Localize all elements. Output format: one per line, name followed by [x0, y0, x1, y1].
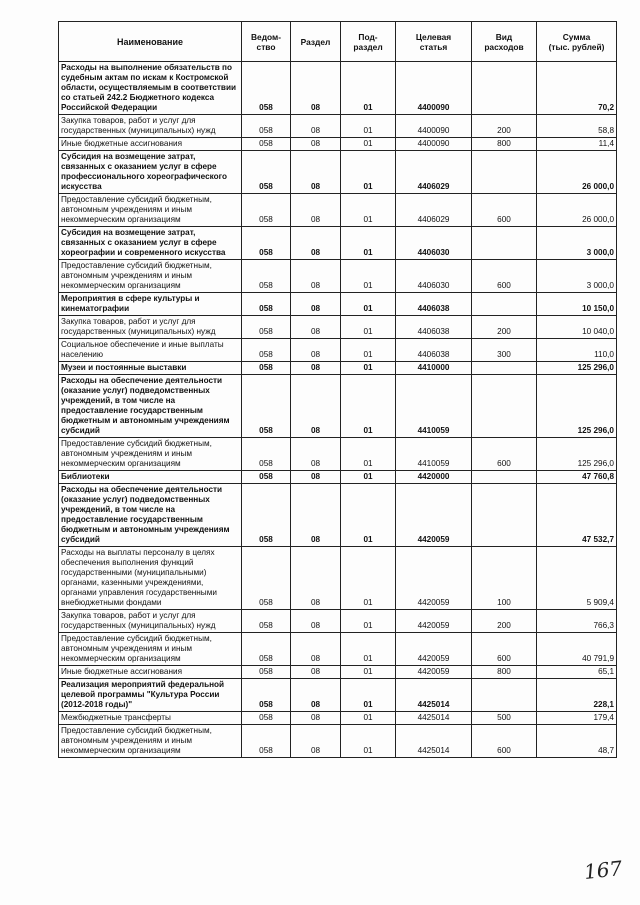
cell-name: Закупка товаров, работ и услуг для государственных (муниципальных) нужд — [59, 316, 242, 339]
table-row — [59, 484, 617, 547]
cell-ved: 058 — [242, 260, 291, 293]
cell-podrazdel: 01 — [341, 679, 396, 712]
cell-vid: 800 — [472, 666, 537, 679]
cell-target: 4410059 — [396, 438, 472, 471]
cell-razdel: 08 — [291, 610, 341, 633]
table-row — [59, 375, 617, 438]
cell-vid: 300 — [472, 339, 537, 362]
cell-sum: 70,2 — [537, 62, 617, 115]
cell-sum: 5 909,4 — [537, 547, 617, 610]
cell-name: Иные бюджетные ассигнования — [59, 666, 242, 679]
cell-vid: 100 — [472, 547, 537, 610]
header-vid — [472, 22, 537, 62]
cell-ved: 058 — [242, 471, 291, 484]
cell-name: Библиотеки — [59, 471, 242, 484]
cell-vid: 200 — [472, 115, 537, 138]
cell-target: 4425014 — [396, 712, 472, 725]
cell-target: 4406030 — [396, 227, 472, 260]
cell-podrazdel: 01 — [341, 194, 396, 227]
cell-sum: 125 296,0 — [537, 438, 617, 471]
header-ved-label: Ведом- ство — [250, 31, 281, 52]
cell-sum: 179,4 — [537, 712, 617, 725]
cell-vid: 600 — [472, 438, 537, 471]
cell-razdel: 08 — [291, 339, 341, 362]
table-row — [59, 725, 617, 758]
cell-vid — [472, 151, 537, 194]
cell-razdel: 08 — [291, 62, 341, 115]
cell-razdel: 08 — [291, 316, 341, 339]
cell-name: Предоставление субсидий бюджетным, автономным учреждениям и иным некоммерческим организациям — [59, 260, 242, 293]
cell-ved: 058 — [242, 115, 291, 138]
cell-sum: 3 000,0 — [537, 227, 617, 260]
cell-podrazdel: 01 — [341, 151, 396, 194]
cell-ved: 058 — [242, 227, 291, 260]
cell-target: 4400090 — [396, 138, 472, 151]
cell-target: 4406029 — [396, 151, 472, 194]
cell-target: 4406038 — [396, 293, 472, 316]
cell-ved: 058 — [242, 62, 291, 115]
cell-ved: 058 — [242, 610, 291, 633]
page-number-handwritten: 167 — [582, 856, 624, 884]
cell-ved: 058 — [242, 375, 291, 438]
cell-vid: 600 — [472, 725, 537, 758]
cell-ved: 058 — [242, 362, 291, 375]
cell-ved: 058 — [242, 712, 291, 725]
cell-name: Межбюджетные трансферты — [59, 712, 242, 725]
cell-ved: 058 — [242, 438, 291, 471]
cell-name: Закупка товаров, работ и услуг для государственных (муниципальных) нужд — [59, 115, 242, 138]
cell-target: 4420059 — [396, 547, 472, 610]
cell-vid: 800 — [472, 138, 537, 151]
cell-podrazdel: 01 — [341, 138, 396, 151]
cell-target: 4425014 — [396, 679, 472, 712]
table-row — [59, 610, 617, 633]
cell-podrazdel: 01 — [341, 666, 396, 679]
table-row — [59, 679, 617, 712]
cell-sum: 11,4 — [537, 138, 617, 151]
header-sum-label: Сумма (тыс. рублей) — [548, 31, 605, 52]
cell-name: Расходы на выполнение обязательств по судебным актам по искам к Костромской области, осуществляемым в соответствии со статьей 242.2 Бюджетного кодекса Российской Федерации — [59, 62, 242, 115]
cell-ved: 058 — [242, 316, 291, 339]
header-ved — [242, 22, 291, 62]
cell-name: Расходы на выплаты персоналу в целях обеспечения выполнения функций государственными (муниципальными) органами, казенными учреждениями, органами управления государственными внебюджетными фондами — [59, 547, 242, 610]
table-body — [59, 62, 617, 758]
cell-razdel: 08 — [291, 679, 341, 712]
header-razdel: Раздел — [291, 22, 341, 62]
cell-sum: 228,1 — [537, 679, 617, 712]
cell-razdel: 08 — [291, 471, 341, 484]
cell-target: 4420000 — [396, 471, 472, 484]
cell-name: Предоставление субсидий бюджетным, автономным учреждениям и иным некоммерческим организациям — [59, 633, 242, 666]
cell-vid — [472, 471, 537, 484]
cell-podrazdel: 01 — [341, 725, 396, 758]
cell-podrazdel: 01 — [341, 484, 396, 547]
table-row — [59, 438, 617, 471]
cell-podrazdel: 01 — [341, 339, 396, 362]
cell-razdel: 08 — [291, 438, 341, 471]
cell-sum: 40 791,9 — [537, 633, 617, 666]
cell-name: Субсидия на возмещение затрат, связанных с оказанием услуг в сфере хореографии и современного искусства — [59, 227, 242, 260]
cell-sum: 58,8 — [537, 115, 617, 138]
cell-vid: 200 — [472, 316, 537, 339]
cell-podrazdel: 01 — [341, 547, 396, 610]
cell-razdel: 08 — [291, 194, 341, 227]
cell-target: 4410059 — [396, 375, 472, 438]
table-row — [59, 260, 617, 293]
cell-target: 4420059 — [396, 610, 472, 633]
cell-podrazdel: 01 — [341, 375, 396, 438]
cell-sum: 26 000,0 — [537, 194, 617, 227]
cell-ved: 058 — [242, 547, 291, 610]
cell-podrazdel: 01 — [341, 438, 396, 471]
cell-name: Реализация мероприятий федеральной целевой программы "Культура России (2012-2018 годы)" — [59, 679, 242, 712]
cell-sum: 10 150,0 — [537, 293, 617, 316]
cell-vid: 600 — [472, 260, 537, 293]
header-podrazdel — [341, 22, 396, 62]
cell-sum: 125 296,0 — [537, 362, 617, 375]
cell-razdel: 08 — [291, 484, 341, 547]
cell-sum: 766,3 — [537, 610, 617, 633]
cell-sum: 48,7 — [537, 725, 617, 758]
cell-podrazdel: 01 — [341, 471, 396, 484]
cell-razdel: 08 — [291, 547, 341, 610]
cell-sum: 110,0 — [537, 339, 617, 362]
cell-podrazdel: 01 — [341, 316, 396, 339]
cell-vid: 500 — [472, 712, 537, 725]
cell-podrazdel: 01 — [341, 610, 396, 633]
header-name: Наименование — [59, 22, 242, 62]
table-row — [59, 712, 617, 725]
cell-podrazdel: 01 — [341, 633, 396, 666]
table-header-row — [59, 22, 617, 62]
cell-razdel: 08 — [291, 293, 341, 316]
cell-podrazdel: 01 — [341, 115, 396, 138]
cell-name: Музеи и постоянные выставки — [59, 362, 242, 375]
cell-name: Расходы на обеспечение деятельности (оказание услуг) подведомственных учреждений, в том числе на предоставление государственным бюджетным и автономным учреждениям субсидий — [59, 484, 242, 547]
cell-vid: 200 — [472, 610, 537, 633]
cell-name: Предоставление субсидий бюджетным, автономным учреждениям и иным некоммерческим организациям — [59, 725, 242, 758]
cell-ved: 058 — [242, 138, 291, 151]
cell-razdel: 08 — [291, 260, 341, 293]
cell-ved: 058 — [242, 633, 291, 666]
cell-sum: 47 760,8 — [537, 471, 617, 484]
cell-vid — [472, 375, 537, 438]
cell-name: Предоставление субсидий бюджетным, автономным учреждениям и иным некоммерческим организациям — [59, 438, 242, 471]
table-row — [59, 194, 617, 227]
cell-target: 4406038 — [396, 316, 472, 339]
header-target-label: Целевая статья — [415, 31, 452, 52]
cell-target: 4406029 — [396, 194, 472, 227]
cell-target: 4420059 — [396, 666, 472, 679]
cell-vid: 600 — [472, 633, 537, 666]
table-row — [59, 666, 617, 679]
cell-razdel: 08 — [291, 227, 341, 260]
cell-podrazdel: 01 — [341, 260, 396, 293]
table-row — [59, 633, 617, 666]
cell-target: 4420059 — [396, 484, 472, 547]
header-podrazdel-label: Под- раздел — [353, 31, 383, 52]
cell-razdel: 08 — [291, 115, 341, 138]
cell-sum: 10 040,0 — [537, 316, 617, 339]
cell-razdel: 08 — [291, 712, 341, 725]
cell-vid — [472, 484, 537, 547]
cell-ved: 058 — [242, 725, 291, 758]
cell-razdel: 08 — [291, 666, 341, 679]
cell-ved: 058 — [242, 484, 291, 547]
table-row — [59, 471, 617, 484]
cell-target: 4406038 — [396, 339, 472, 362]
table-row — [59, 362, 617, 375]
budget-table — [58, 21, 617, 758]
table-row — [59, 62, 617, 115]
cell-target: 4406030 — [396, 260, 472, 293]
cell-podrazdel: 01 — [341, 362, 396, 375]
cell-name: Закупка товаров, работ и услуг для государственных (муниципальных) нужд — [59, 610, 242, 633]
cell-target: 4400090 — [396, 62, 472, 115]
table-row — [59, 227, 617, 260]
cell-sum: 3 000,0 — [537, 260, 617, 293]
cell-vid — [472, 227, 537, 260]
cell-sum: 125 296,0 — [537, 375, 617, 438]
cell-target: 4420059 — [396, 633, 472, 666]
cell-ved: 058 — [242, 666, 291, 679]
cell-podrazdel: 01 — [341, 62, 396, 115]
cell-razdel: 08 — [291, 151, 341, 194]
cell-name: Иные бюджетные ассигнования — [59, 138, 242, 151]
cell-razdel: 08 — [291, 362, 341, 375]
table-row — [59, 339, 617, 362]
cell-razdel: 08 — [291, 725, 341, 758]
cell-ved: 058 — [242, 194, 291, 227]
cell-target: 4400090 — [396, 115, 472, 138]
table-row — [59, 316, 617, 339]
table-row — [59, 151, 617, 194]
cell-vid — [472, 679, 537, 712]
cell-name: Расходы на обеспечение деятельности (оказание услуг) подведомственных учреждений, в том числе на предоставление государственным бюджетным и автономным учреждениям субсидий — [59, 375, 242, 438]
header-sum — [537, 22, 617, 62]
header-target — [396, 22, 472, 62]
cell-vid — [472, 62, 537, 115]
cell-ved: 058 — [242, 293, 291, 316]
cell-sum: 65,1 — [537, 666, 617, 679]
table-row — [59, 115, 617, 138]
cell-ved: 058 — [242, 151, 291, 194]
cell-vid — [472, 362, 537, 375]
cell-ved: 058 — [242, 679, 291, 712]
cell-razdel: 08 — [291, 138, 341, 151]
cell-vid: 600 — [472, 194, 537, 227]
cell-name: Предоставление субсидий бюджетным, автономным учреждениям и иным некоммерческим организациям — [59, 194, 242, 227]
cell-podrazdel: 01 — [341, 712, 396, 725]
table-row — [59, 293, 617, 316]
cell-name: Мероприятия в сфере культуры и кинематографии — [59, 293, 242, 316]
cell-name: Социальное обеспечение и иные выплаты населению — [59, 339, 242, 362]
cell-razdel: 08 — [291, 633, 341, 666]
cell-podrazdel: 01 — [341, 227, 396, 260]
cell-ved: 058 — [242, 339, 291, 362]
table-row — [59, 138, 617, 151]
table-row — [59, 547, 617, 610]
cell-vid — [472, 293, 537, 316]
cell-sum: 26 000,0 — [537, 151, 617, 194]
cell-razdel: 08 — [291, 375, 341, 438]
cell-name: Субсидия на возмещение затрат, связанных с оказанием услуг в сфере профессионального хореографического искусства — [59, 151, 242, 194]
header-vid-label: Вид расходов — [484, 31, 524, 52]
cell-podrazdel: 01 — [341, 293, 396, 316]
cell-target: 4410000 — [396, 362, 472, 375]
cell-target: 4425014 — [396, 725, 472, 758]
cell-sum: 47 532,7 — [537, 484, 617, 547]
